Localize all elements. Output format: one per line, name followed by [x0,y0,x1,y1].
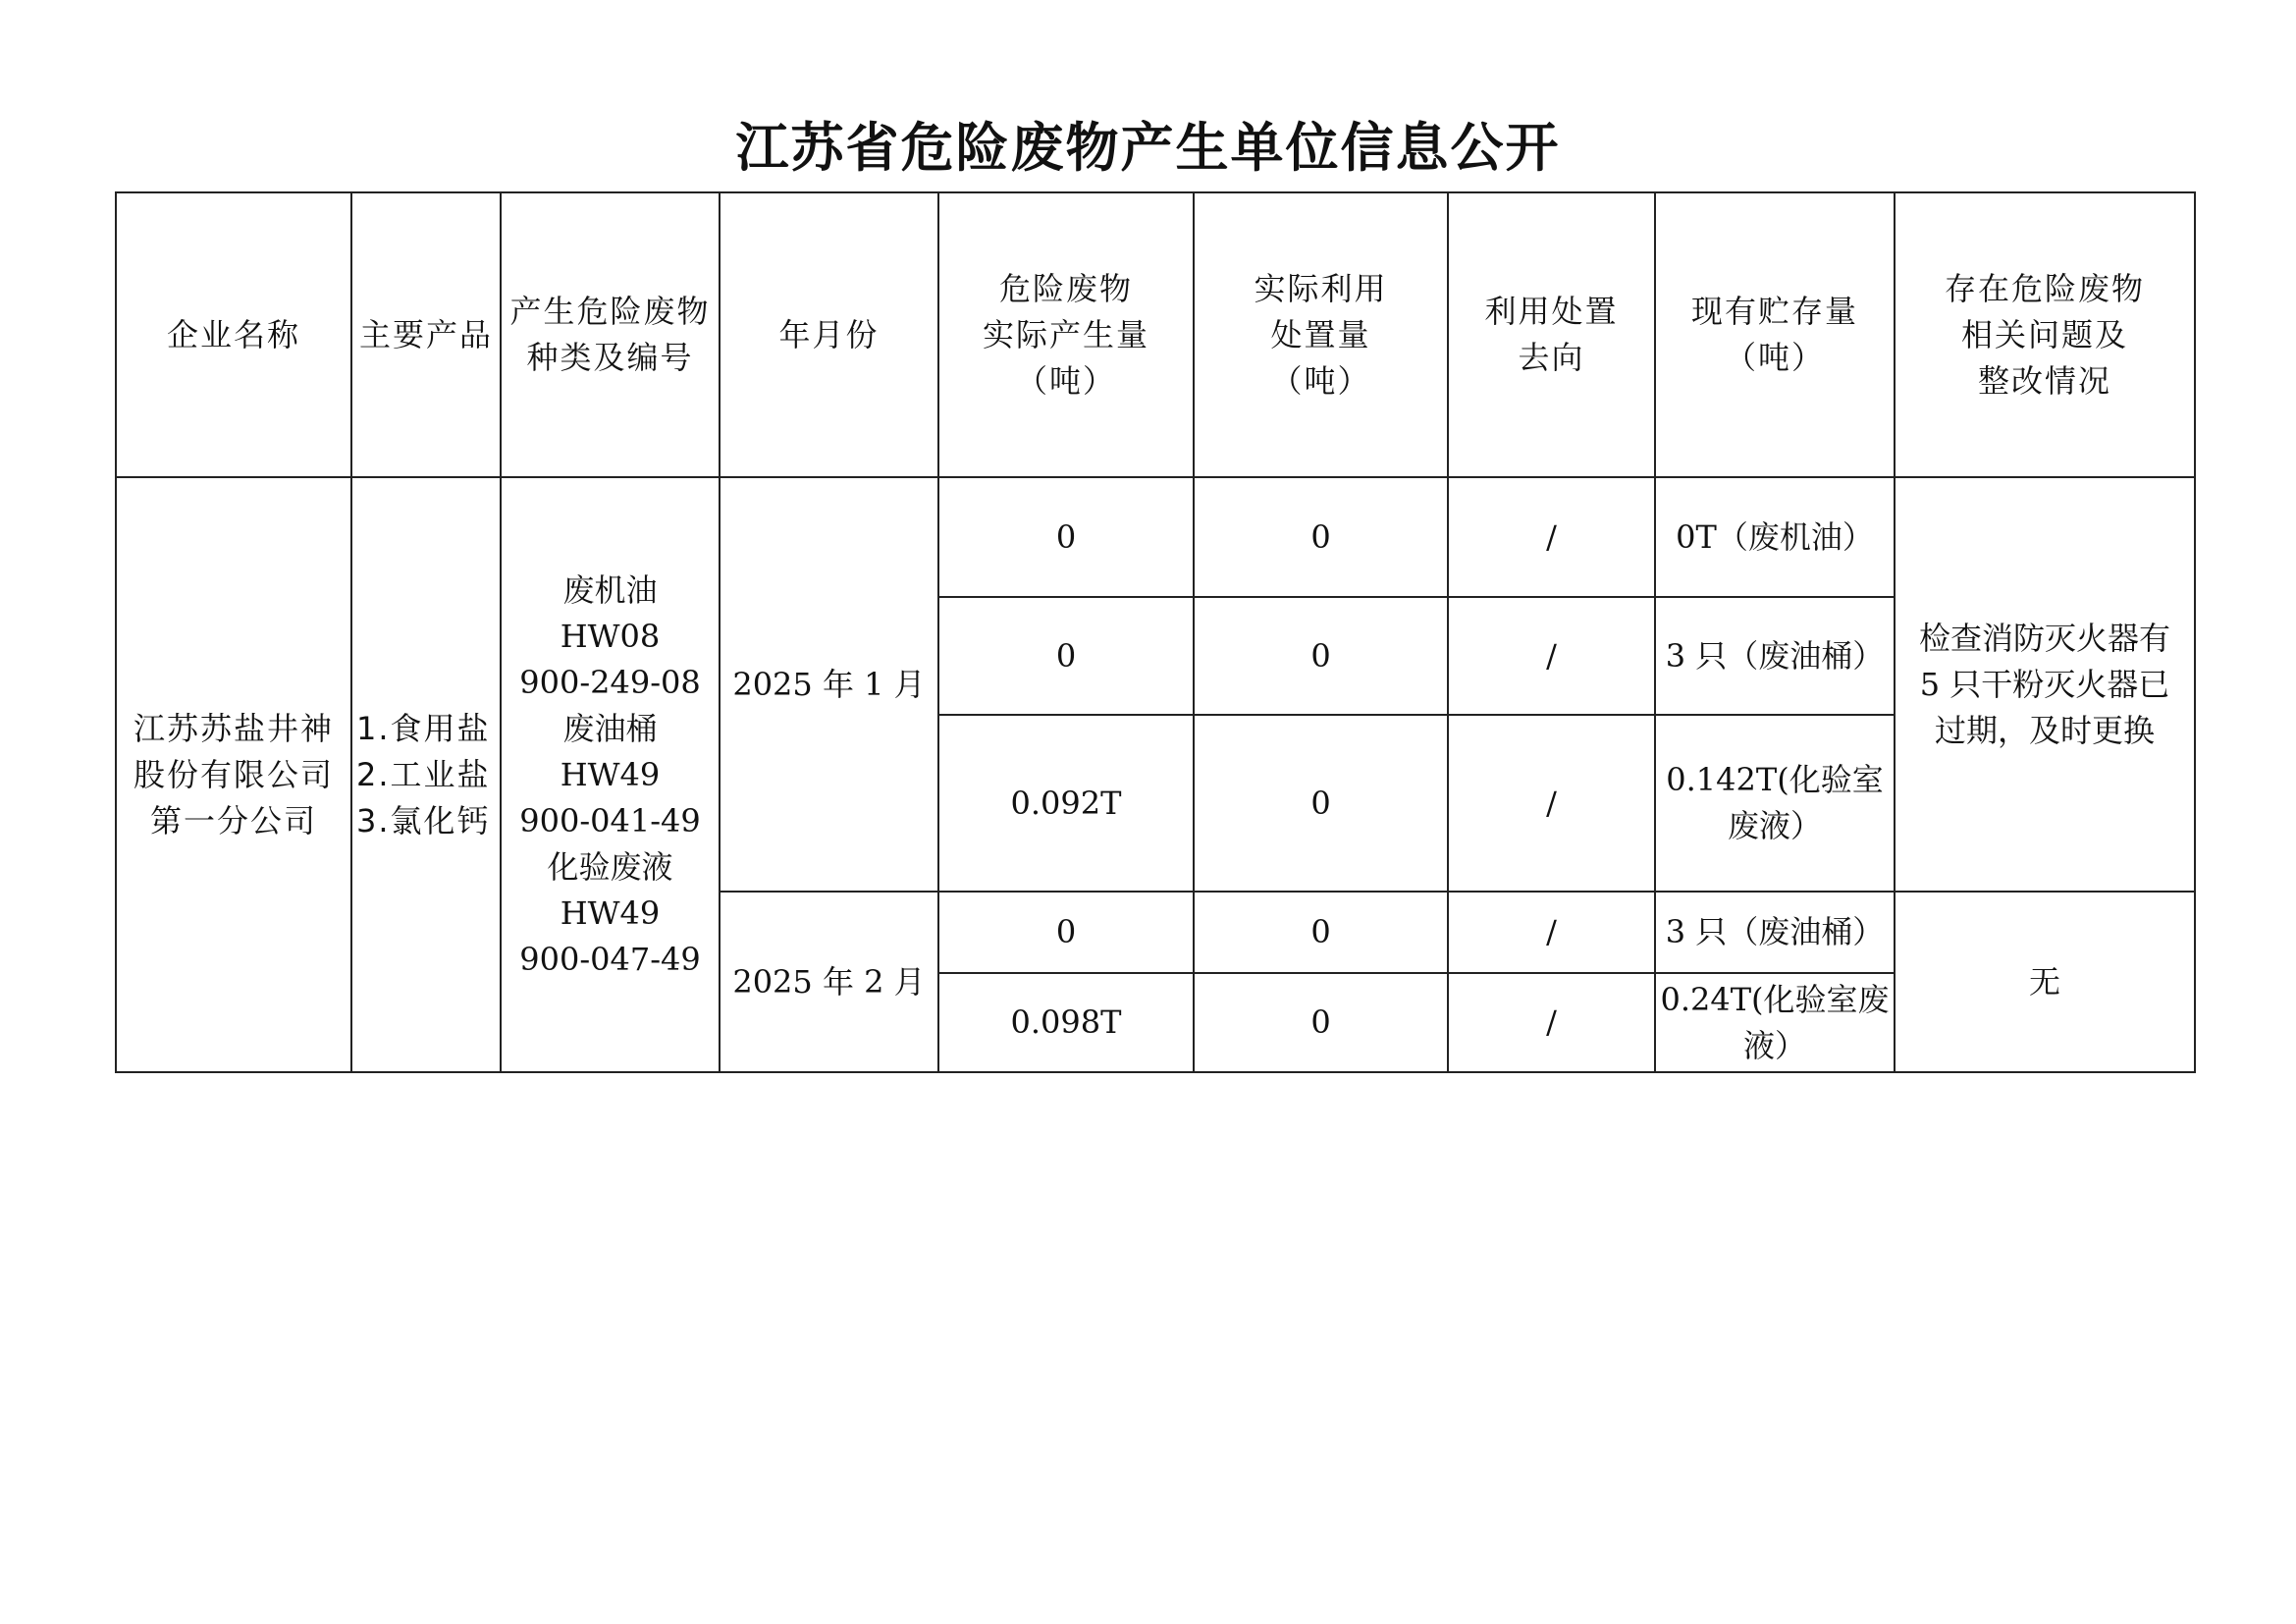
text-line: 900-249-08 [519,663,701,701]
text-line: （吨） [1270,361,1371,400]
text-line: 利用处置 [1484,293,1619,330]
generated-cell: 0 [938,597,1194,715]
company-name-cell [116,477,351,1072]
text-line: 900-047-49 [519,940,701,978]
text-line: 危险废物 [998,269,1133,307]
issues-cell [1895,477,2195,892]
waste-info-table [115,191,2196,1073]
destination-cell: / [1448,715,1655,892]
text-line: 股份有限公司 [133,755,334,793]
text-line: 3 只（废油桶） [1665,636,1885,675]
text-line: 种类及编号 [526,339,694,376]
header-issues [1895,192,2195,477]
header-month [720,192,938,477]
text-line: 现有贮存量 [1690,293,1858,330]
destination-cell: / [1448,973,1655,1072]
text-line: 2.工业盐 [356,755,491,793]
header-disposed [1194,192,1448,477]
waste-types-cell [501,477,720,1072]
destination-cell: / [1448,477,1655,597]
header-company [116,192,351,477]
text-line: 废机油 [562,570,658,609]
month-cell: 2025 年 2 月 [720,892,938,1072]
text-line: 5 只干粉灭火器已 [1919,665,2170,703]
header-waste-type [501,192,720,477]
stock-cell [1655,973,1895,1072]
text-line: 900-041-49 [519,801,701,839]
text-line: 液） [1742,1026,1806,1064]
text-line: 相关问题及 [1960,315,2128,353]
text-line: HW49 [560,893,661,932]
destination-cell: / [1448,597,1655,715]
month-cell: 2025 年 1 月 [720,477,938,892]
text-line: HW49 [560,755,661,793]
text-line: 处置量 [1270,315,1371,353]
text-line: 废油桶 [562,709,658,747]
text-line: HW08 [560,617,661,655]
text-line: 检查消防灭火器有 [1918,619,2170,657]
issues-cell [1895,892,2195,1072]
text-line: 整改情况 [1977,361,2111,400]
header-destination [1448,192,1655,477]
text-line: 0.24T(化验室废 [1660,980,1890,1018]
text-line: 0.142T(化验室 [1666,761,1884,798]
text-line: 1.食用盐 [356,709,491,747]
generated-cell: 0 [938,477,1194,597]
stock-cell [1655,892,1895,973]
disposed-cell: 0 [1194,892,1448,973]
destination-cell: / [1448,892,1655,973]
text-line: 3.氯化钙 [356,801,491,839]
header-stock [1655,192,1895,477]
generated-cell: 0.092T [938,715,1194,892]
text-line: 化验废液 [547,847,673,886]
text-line: （吨） [1724,339,1825,376]
stock-cell [1655,715,1895,892]
stock-cell [1655,477,1895,597]
text-line: 实际产生量 [982,315,1149,353]
text-line: 存在危险废物 [1944,269,2145,307]
text-line: 去向 [1518,339,1585,376]
table-row [116,477,2195,597]
disposed-cell: 0 [1194,477,1448,597]
page-title: 江苏省危险废物产生单位信息公开 [735,117,1561,179]
text-line: 主要产品 [358,315,493,353]
products-cell [351,477,501,1072]
text-line: 企业名称 [166,315,300,353]
text-line: 江苏苏盐井神 [133,709,334,747]
text-line: 废液） [1727,807,1822,844]
text-line: 实际利用 [1254,269,1388,307]
header-generated [938,192,1194,477]
text-line: 0T（废机油） [1676,517,1874,556]
header-products [351,192,501,477]
generated-cell: 0.098T [938,973,1194,1072]
text-line: 年月份 [778,315,880,353]
text-line: 第一分公司 [149,801,317,839]
disposed-cell: 0 [1194,715,1448,892]
text-line: 无 [2028,962,2060,1001]
disposed-cell: 0 [1194,597,1448,715]
stock-cell [1655,597,1895,715]
text-line: 3 只（废油桶） [1665,913,1885,950]
text-line: 产生危险废物 [509,293,711,330]
disposed-cell: 0 [1194,973,1448,1072]
generated-cell: 0 [938,892,1194,973]
header-row [116,192,2195,477]
text-line: （吨） [1015,361,1116,400]
text-line: 过期，及时更换 [1934,711,2155,749]
